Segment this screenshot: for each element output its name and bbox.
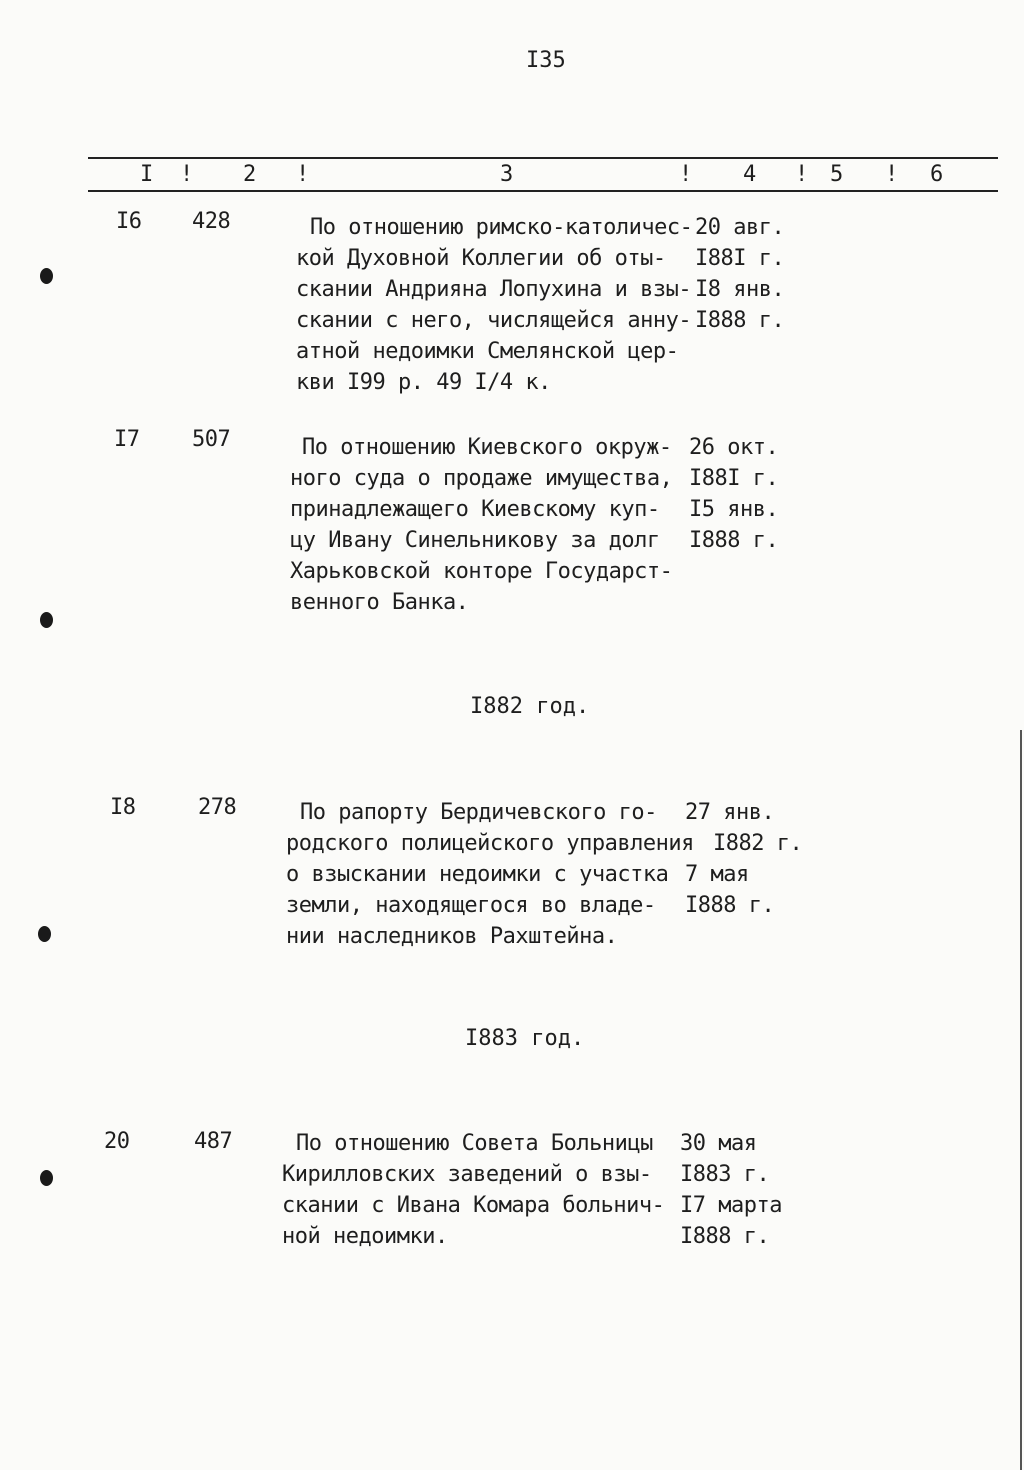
entry-dates <box>685 797 802 921</box>
date-line: I888 г. <box>680 1224 770 1249</box>
file-number: 428 <box>192 209 231 234</box>
description-line: родского полицейского управления <box>286 831 694 856</box>
description-line: ного суда о продаже имущества, <box>290 466 673 491</box>
entry-dates <box>689 432 778 556</box>
header-col-6: 6 <box>930 162 944 187</box>
description-line: о взыскании недоимки с участка <box>286 862 669 887</box>
description-line: скании с него, числящейся анну- <box>296 308 692 333</box>
description-line: Харьковской конторе Государст- <box>290 559 673 584</box>
year-heading: I882 год. <box>470 694 590 719</box>
header-col-5: 5 <box>830 162 844 187</box>
binder-hole-mark <box>40 612 53 628</box>
description-line: По рапорту Бердичевского го- <box>300 800 657 825</box>
table-header-top-rule <box>88 157 998 159</box>
description-line: венного Банка. <box>290 590 469 615</box>
page-number: I35 <box>526 48 566 73</box>
year-heading: I883 год. <box>465 1026 585 1051</box>
binder-hole-mark <box>40 268 53 284</box>
description-line: По отношению римско-католичес- <box>310 215 693 240</box>
entry-description <box>290 432 672 618</box>
description-line: Кирилловских заведений о взы- <box>282 1162 652 1187</box>
entry-number: I7 <box>114 427 140 452</box>
date-line: I88I г. <box>695 246 785 271</box>
date-line: I8 янв. <box>695 277 785 302</box>
table-header-bottom-rule <box>88 190 998 192</box>
date-line: 27 янв. <box>685 800 775 825</box>
header-separator: ! <box>180 162 194 187</box>
description-line: атной недоимки Смелянской цер- <box>296 339 679 364</box>
binder-hole-mark <box>38 926 51 942</box>
description-line: нии наследников Рахштейна. <box>286 924 618 949</box>
date-line: I888 г. <box>689 528 779 553</box>
date-line: 30 мая <box>680 1131 757 1156</box>
date-line: 20 авг. <box>695 215 785 240</box>
date-line: 7 мая <box>685 862 749 887</box>
header-col-2: 2 <box>243 162 257 187</box>
description-line: По отношению Совета Больницы <box>296 1131 653 1156</box>
header-separator: ! <box>795 162 809 187</box>
description-line: цу Ивану Синельникову за долг <box>290 528 660 553</box>
header-separator: ! <box>296 162 310 187</box>
description-line: По отношению Киевского окруж- <box>302 435 672 460</box>
description-line: кой Духовной Коллегии об оты- <box>296 246 666 271</box>
description-line: принадлежащего Киевскому куп- <box>290 497 660 522</box>
binder-hole-mark <box>40 1170 53 1186</box>
date-line: I883 г. <box>680 1162 770 1187</box>
header-col-1: I <box>140 162 154 187</box>
date-line: I88I г. <box>689 466 779 491</box>
description-line: скании Андрияна Лопухина и взы- <box>296 277 692 302</box>
date-line: I888 г. <box>685 893 775 918</box>
date-line: I5 янв. <box>689 497 779 522</box>
header-col-4: 4 <box>743 162 757 187</box>
entry-number: I8 <box>110 795 136 820</box>
entry-number: I6 <box>116 209 142 234</box>
description-line: земли, находящегося во владе- <box>286 893 656 918</box>
entry-description <box>286 797 694 952</box>
date-line: I882 г. <box>713 831 803 856</box>
description-line: ной недоимки. <box>282 1224 448 1249</box>
description-line: кви I99 р. 49 I/4 к. <box>296 370 551 395</box>
header-separator: ! <box>679 162 693 187</box>
file-number: 507 <box>192 427 231 452</box>
scan-edge-line <box>1020 730 1022 1470</box>
file-number: 487 <box>194 1129 233 1154</box>
entry-dates <box>695 212 784 336</box>
entry-description <box>296 212 692 398</box>
header-col-3: 3 <box>500 162 514 187</box>
file-number: 278 <box>198 795 237 820</box>
date-line: 26 окт. <box>689 435 779 460</box>
header-separator: ! <box>885 162 899 187</box>
entry-description <box>282 1128 664 1252</box>
date-line: I888 г. <box>695 308 785 333</box>
date-line: I7 марта <box>680 1193 782 1218</box>
entry-dates <box>680 1128 782 1252</box>
description-line: скании с Ивана Комара больнич- <box>282 1193 665 1218</box>
entry-number: 20 <box>104 1129 130 1154</box>
